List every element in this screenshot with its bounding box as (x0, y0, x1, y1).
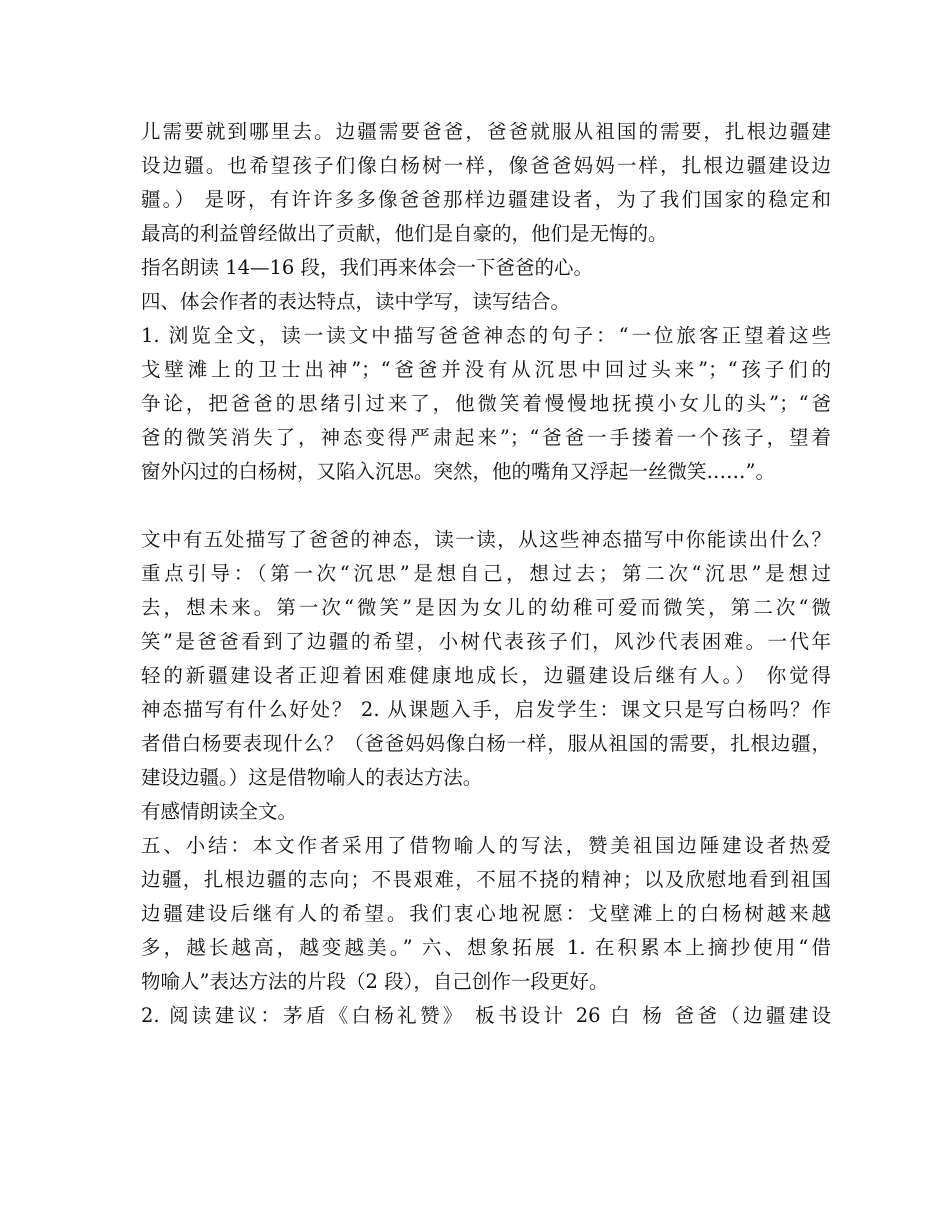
paragraph (141, 999, 831, 1033)
text-line: 者借白杨要表现什么？（爸爸妈妈像白杨一样，服从祖国的需要，扎根边疆， (141, 732, 831, 755)
paragraph (141, 285, 831, 319)
text-line: 重点引导：（第一次“沉思”是想自己，想过去；第二次“沉思”是想过 (141, 562, 831, 585)
text-line: 有感情朗读全文。 (141, 800, 298, 823)
text-line: 设边疆。也希望孩子们像白杨树一样，像爸爸妈妈一样，扎根边疆建设边 (141, 154, 831, 177)
text-line: 神态描写有什么好处？ 2. 从课题入手，启发学生：课文只是写白杨吗？作 (141, 698, 831, 721)
document-page (141, 115, 831, 1033)
text-line: 物喻人”表达方法的片段（2 段），自己创作一段更好。 (141, 970, 609, 993)
text-line: 最高的利益曾经做出了贡献，他们是自豪的，他们是无悔的。 (141, 222, 668, 245)
text-line: 指名朗读 14—16 段，我们再来体会一下爸爸的心。 (141, 256, 594, 279)
text-line: 戈壁滩上的卫士出神”；“爸爸并没有从沉思中回过头来”；“孩子们的 (141, 358, 831, 381)
paragraph-spacer (141, 489, 831, 523)
text-line: 四、体会作者的表达特点，读中学写，读写结合。 (141, 290, 571, 313)
text-line: 儿需要就到哪里去。边疆需要爸爸，爸爸就服从祖国的需要，扎根边疆建 (141, 120, 831, 143)
text-line: 文中有五处描写了爸爸的神态，读一读，从这些神态描写中你能读出什么？ (141, 528, 831, 551)
text-line: 笑”是爸爸看到了边疆的希望，小树代表孩子们，风沙代表困难。一代年 (141, 630, 831, 653)
paragraph (141, 523, 831, 795)
text-line: 2. 阅读建议：茅盾《白杨礼赞》 板书设计 26 白 杨 爸爸（边疆建设 (141, 1004, 831, 1027)
text-line: 多，越长越高，越变越美。” 六、想象拓展 1. 在积累本上摘抄使用“借 (141, 936, 831, 959)
text-line: 边疆，扎根边疆的志向；不畏艰难，不屈不挠的精神；以及欣慰地看到祖国 (141, 868, 831, 891)
text-line: 建设边疆。）这是借物喻人的表达方法。 (141, 766, 483, 789)
text-line: 疆。） 是呀，有许许多多像爸爸那样边疆建设者，为了我们国家的稳定和 (141, 188, 831, 211)
text-line: 1. 浏览全文，读一读文中描写爸爸神态的句子：“一位旅客正望着这些 (141, 324, 831, 347)
paragraph (141, 829, 831, 999)
paragraph (141, 795, 831, 829)
paragraph (141, 319, 831, 489)
paragraph (141, 115, 831, 251)
text-line: 去，想未来。第一次“微笑”是因为女儿的幼稚可爱而微笑，第二次“微 (141, 596, 831, 619)
text-line: 边疆建设后继有人的希望。我们衷心地祝愿：戈壁滩上的白杨树越来越 (141, 902, 831, 925)
text-line: 争论，把爸爸的思绪引过来了，他微笑着慢慢地抚摸小女儿的头”；“爸 (141, 392, 831, 415)
text-line: 爸的微笑消失了，神态变得严肃起来”；“爸爸一手搂着一个孩子，望着 (141, 426, 831, 449)
text-line: 五、小结：本文作者采用了借物喻人的写法，赞美祖国边陲建设者热爱 (141, 834, 831, 857)
text-line: 轻的新疆建设者正迎着困难健康地成长，边疆建设后继有人。） 你觉得 (141, 664, 831, 687)
text-line: 窗外闪过的白杨树，又陷入沉思。突然，他的嘴角又浮起一丝微笑……”。 (141, 460, 775, 483)
paragraph (141, 251, 831, 285)
